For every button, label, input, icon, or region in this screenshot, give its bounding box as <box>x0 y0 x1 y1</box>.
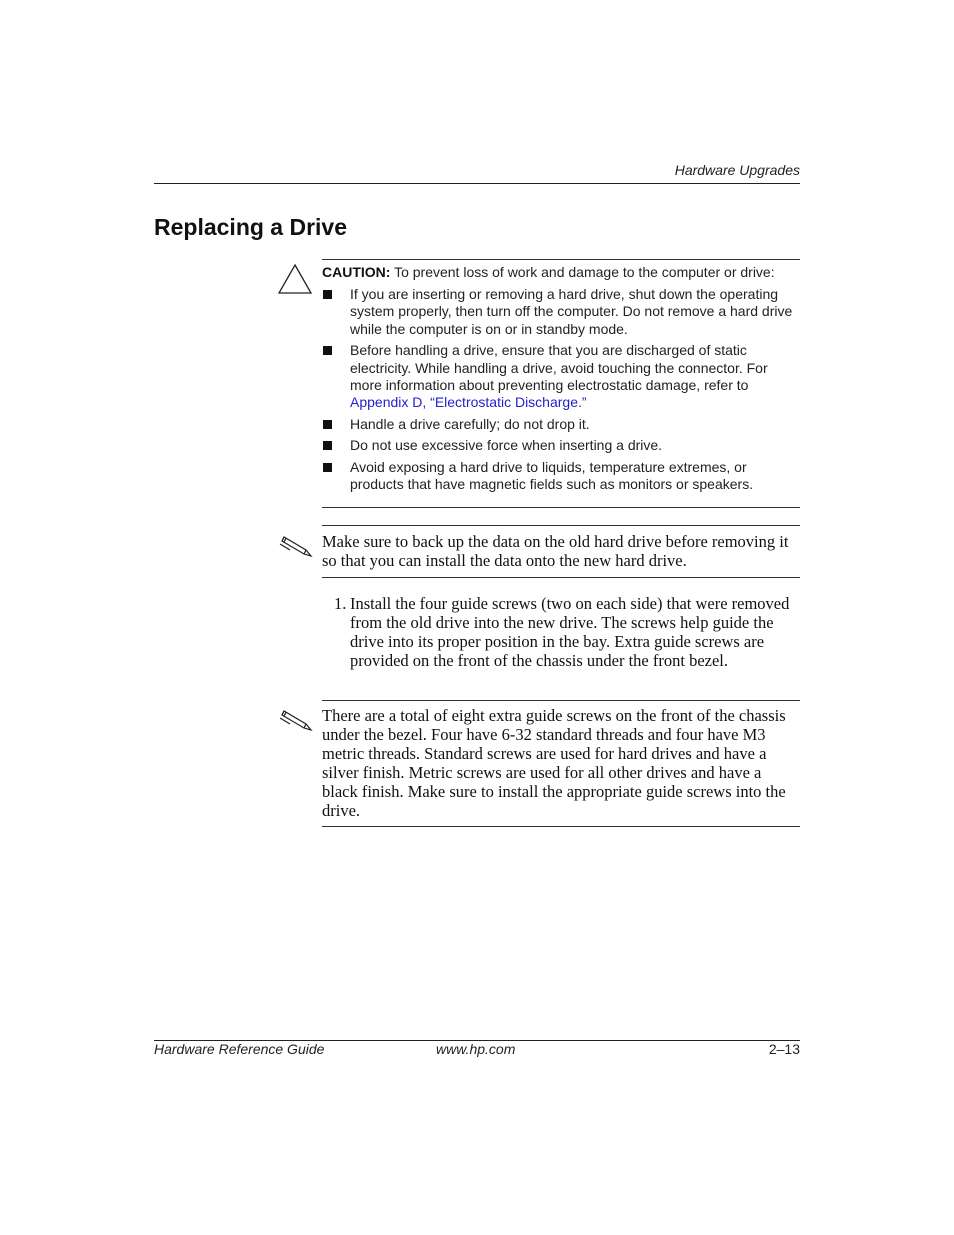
caution-bottom-rule <box>322 507 800 508</box>
caution-label: CAUTION: <box>322 264 391 280</box>
bullet-square-icon <box>323 290 332 299</box>
note-top-rule <box>322 525 800 526</box>
header-rule <box>154 183 800 184</box>
note-top-rule <box>322 700 800 701</box>
pencil-note-icon <box>278 535 314 559</box>
caution-list <box>322 286 800 497</box>
caution-item: Avoid exposing a hard drive to liquids, temperature extremes, or products that have magnetic fields such as monitors or speakers. <box>322 459 800 494</box>
note-bottom-rule <box>322 577 800 578</box>
caution-item: Handle a drive carefully; do not drop it. <box>322 416 800 433</box>
note-bottom-rule <box>322 826 800 827</box>
step-item <box>334 594 794 670</box>
page-number: 2–13 <box>768 1041 800 1057</box>
footer-guide-title: Hardware Reference Guide <box>154 1041 325 1057</box>
appendix-d-link[interactable]: Appendix D, “Electrostatic Discharge.” <box>350 394 587 411</box>
caution-item: Do not use excessive force when inserting a drive. <box>322 437 800 454</box>
caution-top-rule <box>322 259 800 260</box>
caution-item: Before handling a drive, ensure that you are discharged of static electricity. While handling a drive, avoid touching the connector. For more information about preventing electrostatic damage, refer to Appendix D, “Electrostatic Discharge.” <box>322 342 800 412</box>
pencil-note-icon <box>278 709 314 733</box>
step-number: 1. <box>334 594 347 613</box>
caution-triangle-icon <box>277 263 313 295</box>
running-header: Hardware Upgrades <box>674 162 800 178</box>
bullet-square-icon <box>323 463 332 472</box>
bullet-square-icon <box>323 346 332 355</box>
step-text: Install the four guide screws (two on each side) that were removed from the old drive into the new drive. The screws help guide the drive into its proper position in the bay. Extra guide screws are provided on the front of the chassis under the front bezel. <box>350 594 790 670</box>
footer-url: www.hp.com <box>436 1041 516 1057</box>
caution-lead-text: To prevent loss of work and damage to the computer or drive: <box>390 264 775 280</box>
section-title: Replacing a Drive <box>154 214 348 240</box>
note-text: Make sure to back up the data on the old hard drive before removing it so that you can install the data onto the new hard drive. <box>322 532 789 570</box>
bullet-square-icon <box>323 420 332 429</box>
caution-item: If you are inserting or removing a hard drive, shut down the operating system properly, then turn off the computer. Do not remove a hard drive while the computer is on or in standby mode. <box>322 286 800 338</box>
caution-lead <box>322 263 802 281</box>
note-text: There are a total of eight extra guide screws on the front of the chassis under the bezel. Four have 6-32 standard threads and four have M3 metric threads. Standard screws are used for hard drives and have a silver finish. Metric screws are used for all other drives and have a black finish. Make sure to install the appropriate guide screws into the drive. <box>322 706 786 820</box>
bullet-square-icon <box>323 441 332 450</box>
